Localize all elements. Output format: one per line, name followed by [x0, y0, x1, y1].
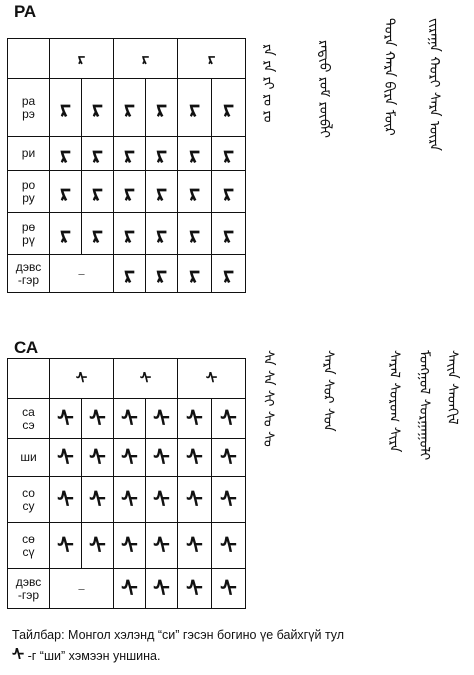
- header-final-form: ᠷ: [178, 39, 246, 79]
- table-row: [8, 137, 246, 171]
- letter-cell: ᠷ: [114, 213, 146, 255]
- letter-cell: ᠰ: [114, 569, 146, 609]
- letter-cell: ᠷ: [114, 79, 146, 137]
- letter-cell: ᠰ: [50, 439, 82, 477]
- row-label: сө сү: [8, 523, 50, 569]
- letter-cell: ᠷ: [50, 213, 82, 255]
- row-label: рө рү: [8, 213, 50, 255]
- mongolian-text-column: ᠷᠠᠳᠢᠣ ᠷᠣᠮ ᠷᠦᠪᠯᠢ: [316, 40, 332, 139]
- table-row: [8, 477, 246, 523]
- header-corner: [8, 39, 50, 79]
- footnote-line-1: Тайлбар: Монгол хэлэнд “си” гэсэн богино үе байхгүй тул: [12, 628, 345, 642]
- letter-cell: ᠷ: [212, 171, 246, 213]
- mongolian-text-column: ᠰᠠ ᠰᠡ ᠰᠢ ᠰᠣ ᠰᠤ: [260, 350, 276, 447]
- letter-cell: ᠰ: [212, 523, 246, 569]
- header-initial-form: ᠷ: [50, 39, 114, 79]
- letter-cell: ᠷ: [114, 255, 146, 293]
- table-row: [8, 439, 246, 477]
- letter-cell: ᠰ: [178, 399, 212, 439]
- row-label: ри: [8, 137, 50, 171]
- letter-cell: ᠰ: [212, 477, 246, 523]
- header-medial-form: ᠰ: [114, 359, 178, 399]
- row-label: со су: [8, 477, 50, 523]
- letter-cell: ᠰ: [50, 477, 82, 523]
- section-heading-sa: СА: [14, 338, 39, 357]
- section-heading-ra: РА: [14, 2, 37, 21]
- letter-cell: ᠷ: [114, 171, 146, 213]
- letter-cell: ᠷ: [82, 137, 114, 171]
- letter-cell: ᠰ: [114, 523, 146, 569]
- sa-letter-table: [7, 358, 246, 609]
- letter-cell: ᠰ: [82, 439, 114, 477]
- letter-cell: ᠰ: [146, 523, 178, 569]
- mongolian-text-column: ᠲᠤᠷᠠ ᠬᠠᠷᠠ ᠪᠢᠷᠠ ᠮᠥᠷ: [381, 18, 397, 136]
- letter-cell: ᠰ: [178, 569, 212, 609]
- table-header-row: [8, 39, 246, 79]
- letter-cell: ᠷ: [82, 171, 114, 213]
- letter-cell: ᠷ: [82, 79, 114, 137]
- letter-cell: ᠷ: [50, 137, 82, 171]
- letter-cell: ᠷ: [146, 213, 178, 255]
- letter-cell: –: [50, 255, 114, 293]
- header-corner: [8, 359, 50, 399]
- letter-cell: ᠰ: [82, 399, 114, 439]
- letter-cell: ᠰ: [178, 477, 212, 523]
- letter-cell: ᠷ: [212, 137, 246, 171]
- mongolian-text-column: ᠵᠢᠷᠠᠭᠠ ᠬᠣᠷᠢ ᠰᠠᠷᠠ ᠦᠷᠡ: [426, 18, 442, 151]
- mongolian-text-column: ᠰᠠᠢᠨ ᠰᠡᠳᠬᠢᠯ: [444, 350, 460, 425]
- letter-cell: ᠰ: [50, 399, 82, 439]
- letter-cell: ᠷ: [50, 79, 82, 137]
- letter-cell: ᠷ: [178, 137, 212, 171]
- letter-cell: ᠰ: [82, 477, 114, 523]
- letter-cell: ᠰ: [146, 569, 178, 609]
- header-final-form: ᠰ: [178, 359, 246, 399]
- header-initial-form: ᠰ: [50, 359, 114, 399]
- footnote-line-2-text: -г “ши” хэмээн уншина.: [27, 649, 161, 663]
- letter-cell: ᠷ: [178, 255, 212, 293]
- table-row: [8, 171, 246, 213]
- letter-cell: ᠰ: [114, 439, 146, 477]
- mongolian-text-column: ᠰᠠᠷᠠᠯ ᠰᠤᠷᠤᠭ ᠰᠢᠷᠡ: [386, 350, 402, 453]
- table-row: [8, 213, 246, 255]
- row-label: ши: [8, 439, 50, 477]
- mongolian-text-column: ᠮᠣᠩᠭᠣᠯ ᠰᠤᠷᠭᠠᠭᠤᠯᠢ: [416, 350, 432, 461]
- letter-cell: ᠰ: [114, 399, 146, 439]
- letter-cell: ᠷ: [212, 79, 246, 137]
- mongolian-text-column: ᠷᠠ ᠷᠡ ᠷᠢ ᠷᠣ ᠷᠤ: [260, 44, 276, 123]
- table-row: [8, 79, 246, 137]
- letter-cell: ᠰ: [114, 477, 146, 523]
- table-row: [8, 569, 246, 609]
- table-row: [8, 255, 246, 293]
- row-label: ра рэ: [8, 79, 50, 137]
- letter-cell: ᠰ: [212, 569, 246, 609]
- mongolian-text-column: ᠰᠠᠷᠠ ᠰᠤᠷ ᠰᠣᠨ: [320, 350, 336, 432]
- letter-cell: ᠷ: [82, 213, 114, 255]
- ra-letter-table: [7, 38, 246, 293]
- letter-cell: ᠷ: [178, 213, 212, 255]
- footnote: [12, 625, 344, 666]
- footnote-line-2: [12, 645, 344, 666]
- row-label: ро ру: [8, 171, 50, 213]
- row-label: са сэ: [8, 399, 50, 439]
- table-row: [8, 399, 246, 439]
- letter-cell: ᠷ: [178, 171, 212, 213]
- letter-cell: ᠰ: [178, 523, 212, 569]
- table-row: [8, 523, 246, 569]
- letter-cell: ᠰ: [82, 523, 114, 569]
- letter-cell: ᠷ: [212, 213, 246, 255]
- letter-cell: ᠰ: [146, 439, 178, 477]
- letter-cell: ᠷ: [212, 255, 246, 293]
- letter-cell: ᠷ: [50, 171, 82, 213]
- table-header-row: [8, 359, 246, 399]
- letter-cell: ᠰ: [212, 399, 246, 439]
- letter-cell: ᠷ: [114, 137, 146, 171]
- letter-cell: ᠰ: [50, 523, 82, 569]
- letter-cell: ᠰ: [212, 439, 246, 477]
- row-label: дэвс -гэр: [8, 569, 50, 609]
- letter-cell: ᠰ: [178, 439, 212, 477]
- letter-cell: ᠷ: [146, 137, 178, 171]
- letter-cell: ᠷ: [146, 171, 178, 213]
- letter-cell: ᠷ: [178, 79, 212, 137]
- letter-cell: ᠷ: [146, 255, 178, 293]
- letter-cell: ᠰ: [146, 399, 178, 439]
- letter-cell: ᠷ: [146, 79, 178, 137]
- letter-cell: ᠰ: [146, 477, 178, 523]
- footnote-glyph: ᠰ: [12, 645, 25, 664]
- row-label: дэвс -гэр: [8, 255, 50, 293]
- header-medial-form: ᠷ: [114, 39, 178, 79]
- letter-cell: –: [50, 569, 114, 609]
